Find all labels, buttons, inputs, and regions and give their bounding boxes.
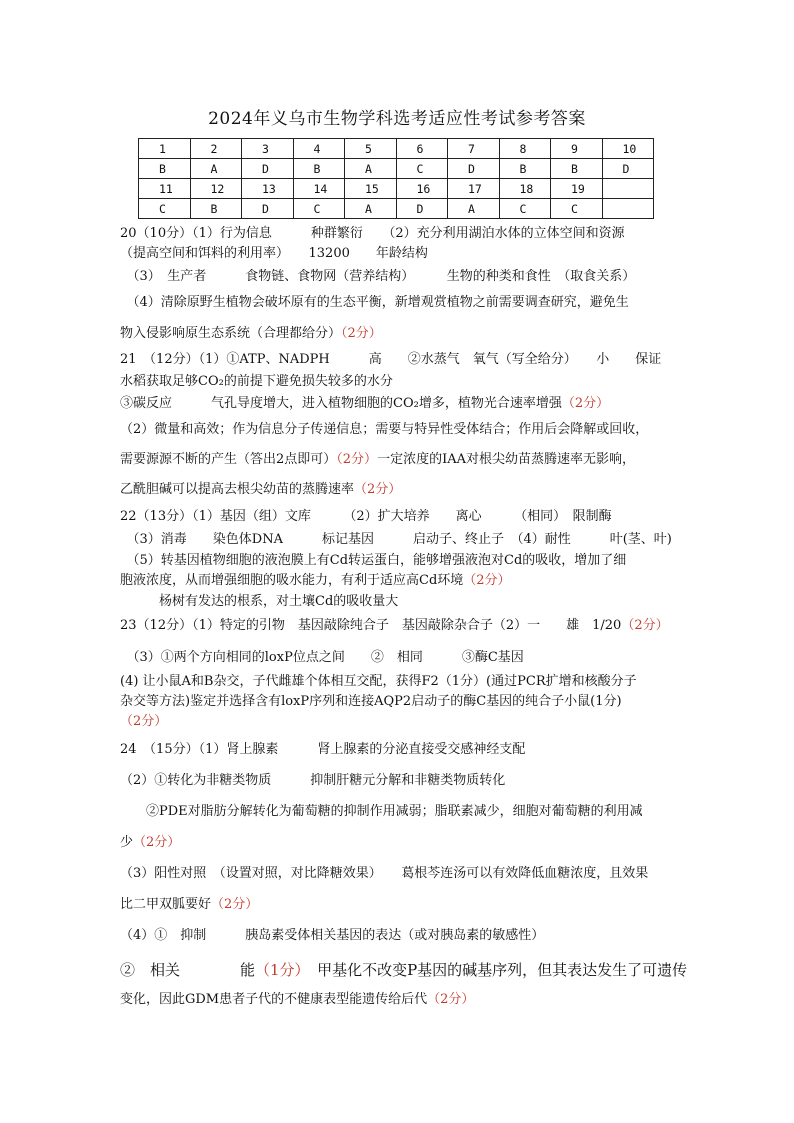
answer-text: 杨树有发达的根系，对土壤Cd的吸收量大 — [120, 594, 399, 609]
answer-line — [120, 771, 680, 791]
table-cell: 18 — [499, 179, 551, 199]
table-cell: 2 — [190, 139, 242, 159]
table-cell: C — [396, 159, 448, 179]
score-mark: （2分） — [621, 618, 669, 633]
answer-line — [120, 960, 688, 980]
table-cell: 17 — [448, 179, 500, 199]
table-row — [139, 139, 654, 159]
answer-line — [120, 372, 680, 392]
answer-line — [120, 672, 680, 692]
table-cell: 4 — [293, 139, 345, 159]
table-cell: B — [293, 159, 345, 179]
table-cell: 14 — [293, 179, 345, 199]
table-cell: B — [499, 159, 551, 179]
table-cell — [602, 199, 654, 219]
answer-line — [120, 571, 680, 591]
table-cell: B — [190, 199, 242, 219]
answer-text: ②PDE对脂肪分解转化为葡萄糖的抑制作用减弱；脂联素减少，细胞对葡萄糖的利用减 — [120, 804, 643, 819]
table-cell: C — [139, 199, 191, 219]
answer-line — [120, 480, 680, 500]
answer-text: 22（13分）（1）基因（组）文库 （2）扩大培养 离心 （相同） 限制酶 — [120, 509, 612, 524]
answer-line — [120, 530, 680, 550]
score-mark: （2分） — [120, 714, 168, 729]
table-row — [139, 159, 654, 179]
answer-text: （提高空间和饵料的利用率） 13200 年龄结构 — [120, 246, 428, 261]
table-cell: B — [551, 159, 603, 179]
table-cell: A — [345, 159, 397, 179]
table-cell: C — [551, 199, 603, 219]
table-row — [139, 179, 654, 199]
answer-line — [120, 895, 680, 915]
table-cell: C — [293, 199, 345, 219]
answer-line — [120, 551, 680, 571]
answer-text: （4）清除原野生植物会破坏原有的生态平衡，新增观赏植物之前需要调查研究，避免生 — [120, 295, 629, 310]
answer-text: 变化，因此GDM患者子代的不健康表型能遗传给后代 — [120, 992, 428, 1007]
table-cell: B — [139, 159, 191, 179]
table-cell: 1 — [139, 139, 191, 159]
answer-line — [120, 394, 680, 414]
score-mark: （2分） — [336, 452, 378, 467]
answer-line — [120, 350, 680, 370]
table-cell: 11 — [139, 179, 191, 199]
answer-text: 水稻获取足够CO₂的前提下避免损失较多的水分 — [120, 374, 393, 389]
answer-line — [120, 833, 680, 853]
page-title: 2024年义乌市生物学科选考适应性考试参考答案 — [208, 109, 586, 129]
answer-text: （2）①转化为非糖类物质 抑制肝糖元分解和非糖类物质转化 — [120, 773, 506, 788]
answer-text: （2）微量和高效；作为信息分子传递信息；需要与特异性受体结合；作用后会降解或回收， — [120, 422, 649, 437]
table-cell — [602, 179, 654, 199]
answer-line — [120, 648, 680, 668]
answer-text: 物入侵影响原生态系统（合理都给分） — [120, 326, 342, 341]
answer-line — [120, 990, 680, 1010]
answer-text: 比二甲双胍要好 — [120, 897, 212, 912]
table-cell: C — [499, 199, 551, 219]
score-mark: （1分） — [255, 961, 303, 979]
score-mark: （2分） — [211, 897, 259, 912]
answer-line — [120, 616, 680, 636]
answer-text: (4) 让小鼠A和B杂交，子代雌雄个体相互交配，获得F2（1分）(通过PCR扩增和核酸分子 — [120, 674, 637, 689]
answer-line — [120, 324, 680, 344]
answer-text: ② 相关 能 — [120, 961, 256, 979]
answer-text: 少 — [120, 835, 134, 850]
table-cell: 15 — [345, 179, 397, 199]
score-mark: （2分） — [133, 835, 181, 850]
table-cell: D — [242, 159, 294, 179]
table-cell: 9 — [551, 139, 603, 159]
answer-line — [120, 592, 680, 612]
answer-text: ③碳反应 气孔导度增大，进入植物细胞的CO₂增多，植物光合速率增强 — [120, 396, 562, 411]
score-mark: （2分） — [341, 326, 382, 341]
table-cell: D — [242, 199, 294, 219]
table-cell: A — [190, 159, 242, 179]
score-mark: （2分） — [561, 396, 610, 411]
answer-line — [120, 864, 680, 884]
answer-text: （3）①两个方向相同的loxP位点之间 ② 相同 ③酶C基因 — [120, 650, 524, 665]
table-row — [139, 199, 654, 219]
answer-text: 杂交等方法)鉴定并选择含有loxP序列和连接AQP2启动子的酶C基因的纯合子小鼠(1分) — [120, 694, 622, 709]
answer-line — [120, 267, 680, 287]
table-cell: 12 — [190, 179, 242, 199]
answer-line — [120, 507, 680, 527]
answer-text: 23（12分）（1）特定的引物 基因敲除纯合子 基因敲除杂合子（2）一 雄 1/20 — [120, 618, 622, 633]
answer-text: （4）① 抑制 胰岛素受体相关基因的表达（或对胰岛素的敏感性） — [120, 928, 545, 943]
table-cell: 13 — [242, 179, 294, 199]
answer-line — [120, 224, 680, 244]
answer-line — [120, 293, 680, 313]
answer-text: （3）阳性对照 （设置对照，对比降糖效果） 葛根芩连汤可以有效降低血糖浓度，且效果 — [120, 866, 649, 881]
score-mark: （2分） — [463, 573, 511, 588]
table-cell: 7 — [448, 139, 500, 159]
answer-text: 需要源源不断的产生（答出2点即可） — [120, 452, 337, 467]
score-mark: （2分） — [427, 992, 475, 1007]
table-cell: A — [448, 199, 500, 219]
answer-line — [120, 802, 680, 822]
answer-text: 一定浓度的IAA对根尖幼苗蒸腾速率无影响， — [377, 452, 635, 467]
table-cell: 16 — [396, 179, 448, 199]
answer-text: 甲基化不改变P基因的碱基序列，但其表达发生了可遗传 — [302, 961, 688, 979]
table-cell: 6 — [396, 139, 448, 159]
answer-line — [120, 740, 680, 760]
table-cell: D — [448, 159, 500, 179]
table-cell: 5 — [345, 139, 397, 159]
answer-text: （3） 生产者 食物链、食物网（营养结构） 生物的种类和食性 （取食关系） — [120, 269, 636, 284]
score-mark: （2分） — [354, 482, 402, 497]
table-cell: A — [345, 199, 397, 219]
answer-text: 胞液浓度，从而增强细胞的吸水能力，有利于适应高Cd环境 — [120, 573, 464, 588]
answer-line — [120, 450, 680, 470]
answer-text: 21 （12分）（1）①ATP、NADPH 高 ②水蒸气 氧气（写全给分） 小 保证 — [120, 352, 662, 367]
answer-text: （5）转基因植物细胞的液泡膜上有Cd转运蛋白，能够增强液泡对Cd的吸收，增加了细 — [120, 553, 627, 568]
table-cell: 10 — [602, 139, 654, 159]
answer-table — [138, 138, 654, 219]
answer-line — [120, 420, 680, 440]
table-cell: D — [396, 199, 448, 219]
answer-line — [120, 712, 680, 732]
answer-text: （3）消毒 染色体DNA 标记基因 启动子、终止子 （4）耐性 叶(茎、叶) — [120, 532, 672, 547]
table-cell: 8 — [499, 139, 551, 159]
table-cell: 19 — [551, 179, 603, 199]
answer-line — [120, 244, 680, 264]
table-cell: 3 — [242, 139, 294, 159]
answer-line — [120, 692, 680, 712]
table-cell: D — [602, 159, 654, 179]
answer-text: 20（10分）（1）行为信息 种群繁衍 （2）充分利用湖泊水体的立体空间和资源 — [120, 226, 625, 241]
answer-text: 乙酰胆碱可以提高去根尖幼苗的蒸腾速率 — [120, 482, 355, 497]
answer-line — [120, 926, 680, 946]
answer-text: 24 （15分）（1）肾上腺素 肾上腺素的分泌直接受交感神经支配 — [120, 742, 526, 757]
